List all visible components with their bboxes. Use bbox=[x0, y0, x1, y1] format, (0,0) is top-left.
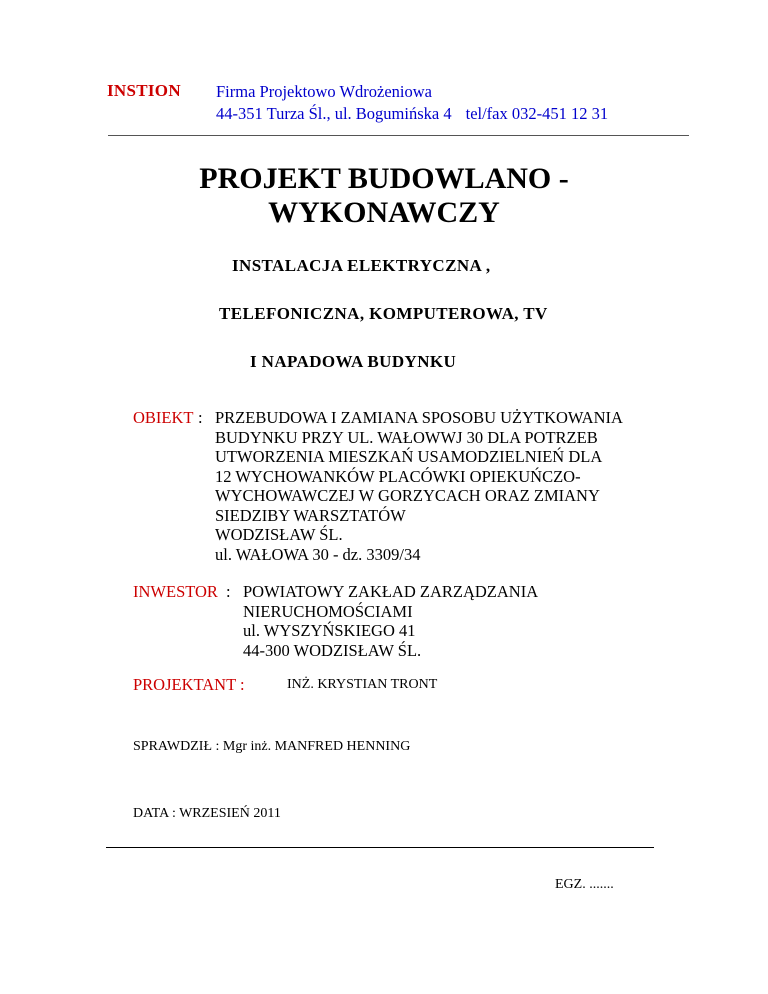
obiekt-line: WYCHOWAWCZEJ W GORZYCACH ORAZ ZMIANY bbox=[215, 486, 600, 505]
subtitle-line2: TELEFONICZNA, KOMPUTEROWA, TV bbox=[219, 304, 548, 323]
inwestor-line: 44-300 WODZISŁAW ŚL. bbox=[243, 640, 422, 660]
copy-number: EGZ. ....... bbox=[555, 877, 614, 892]
obiekt-colon: : bbox=[198, 408, 203, 427]
date-line: DATA : WRZESIEŃ 2011 bbox=[133, 806, 281, 821]
obiekt-label: OBIEKT bbox=[133, 408, 194, 427]
sprawdzil-line: SPRAWDZIŁ : Mgr inż. MANFRED HENNING bbox=[133, 739, 411, 754]
obiekt-line: UTWORZENIA MIESZKAŃ USAMODZIELNIEŃ DLA bbox=[215, 447, 603, 466]
inwestor-colon: : bbox=[226, 582, 231, 601]
inwestor-line: ul. WYSZYŃSKIEGO 41 bbox=[243, 621, 416, 640]
obiekt-line: ul. WAŁOWA 30 - dz. 3309/34 bbox=[215, 544, 421, 564]
firm-address: 44-351 Turza Śl., ul. Bogumińska 4 bbox=[216, 104, 452, 123]
obiekt-line: BUDYNKU PRZY UL. WAŁOWWJ 30 DLA POTRZEB bbox=[215, 427, 598, 447]
obiekt-line: WODZISŁAW ŚL. bbox=[215, 525, 343, 544]
subtitle-line1: INSTALACJA ELEKTRYCZNA , bbox=[232, 256, 491, 275]
obiekt-description bbox=[215, 408, 623, 564]
inwestor-description bbox=[243, 582, 538, 660]
document-title-line2: WYKONAWCZY bbox=[268, 196, 500, 229]
firm-name: Firma Projektowo Wdrożeniowa bbox=[216, 82, 432, 101]
footer-divider bbox=[106, 847, 654, 848]
inwestor-line: POWIATOWY ZAKŁAD ZARZĄDZANIA bbox=[243, 582, 539, 601]
obiekt-line: 12 WYCHOWANKÓW PLACÓWKI OPIEKUŃCZO- bbox=[215, 466, 581, 486]
projektant-name: INŻ. KRYSTIAN TRONT bbox=[287, 677, 438, 692]
document-title-line1: PROJEKT BUDOWLANO - bbox=[199, 162, 569, 195]
obiekt-line: SIEDZIBY WARSZTATÓW bbox=[215, 505, 406, 525]
subtitle-line3: I NAPADOWA BUDYNKU bbox=[250, 352, 457, 371]
header-divider bbox=[108, 135, 689, 136]
firm-contact bbox=[216, 104, 608, 124]
projektant-label: PROJEKTANT : bbox=[133, 675, 245, 694]
company-brand: INSTION bbox=[107, 81, 181, 100]
inwestor-label: INWESTOR bbox=[133, 582, 218, 601]
inwestor-line: NIERUCHOMOŚCIAMI bbox=[243, 601, 413, 621]
firm-phone: tel/fax 032-451 12 31 bbox=[465, 104, 609, 123]
obiekt-line: PRZEBUDOWA I ZAMIANA SPOSOBU UŻYTKOWANIA bbox=[215, 408, 623, 427]
